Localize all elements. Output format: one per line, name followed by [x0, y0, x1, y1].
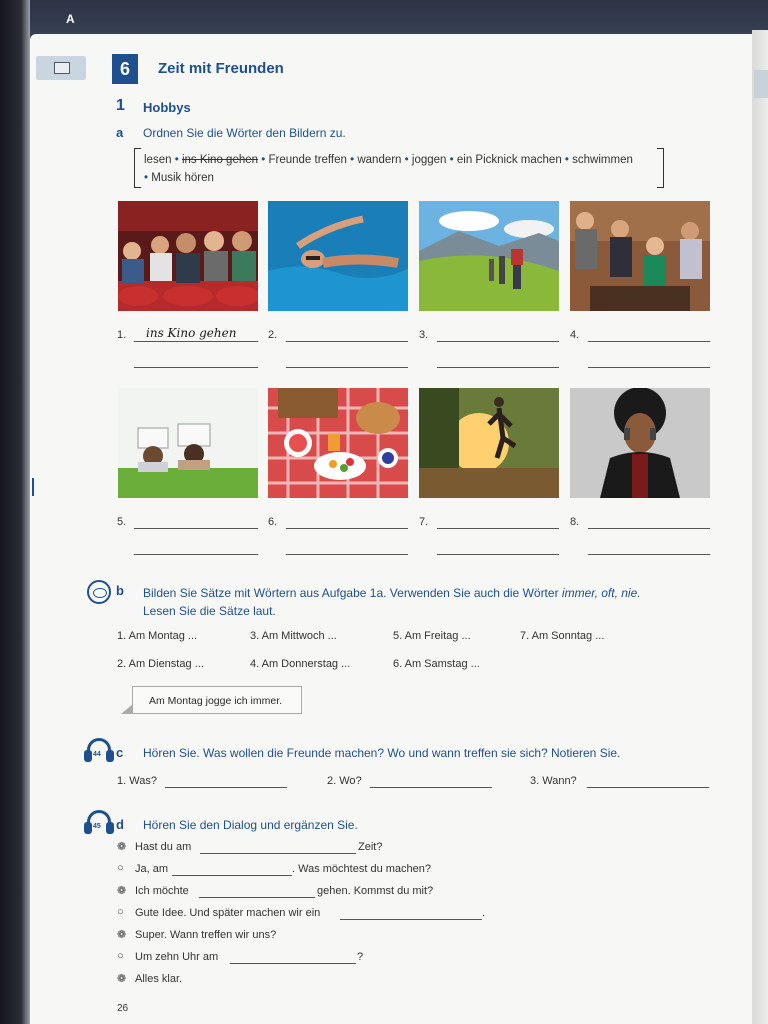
word-crossed: ins Kino gehen [181, 154, 259, 166]
answer-line[interactable] [437, 554, 559, 555]
item-number: 4. [570, 329, 580, 341]
item-number: 1. [117, 329, 127, 341]
separator-dot: • [404, 154, 409, 166]
speaker-a-icon: ❁ [117, 841, 127, 853]
exercise-d-instruction: Hören Sie den Dialog und ergänzen Sie. [143, 818, 358, 832]
corner-letter: A [66, 12, 75, 26]
word: wandern [357, 154, 402, 166]
item-number: 5. [117, 516, 127, 528]
example-speech-bubble: Am Montag jogge ich immer. [132, 686, 302, 714]
answer-line[interactable] [588, 367, 710, 368]
answer-line[interactable] [587, 787, 709, 788]
dialog-text: ? [357, 951, 364, 963]
item-number: 7. [419, 516, 429, 528]
track-number: 45 [93, 823, 101, 830]
headphones-icon [84, 810, 114, 834]
day-item: 4. Am Donnerstag ... [250, 658, 351, 670]
answer-line[interactable] [286, 554, 408, 555]
answer-line[interactable] [172, 875, 292, 876]
answer-line[interactable] [286, 528, 408, 529]
margin-mark [32, 478, 34, 496]
speaker-a-icon: ❁ [117, 929, 127, 941]
answer-line[interactable] [200, 853, 356, 854]
day-item: 6. Am Samstag ... [393, 658, 480, 670]
exercise-b-letter: b [116, 583, 124, 598]
cinema-audience-photo [118, 201, 258, 311]
dialog-text: Hast du am [135, 841, 192, 853]
question-label: 2. Wo? [327, 775, 362, 787]
answer-line[interactable] [588, 341, 710, 342]
headphones-icon [84, 738, 114, 762]
separator-dot: • [449, 154, 454, 166]
speaker-b-icon: ○ [117, 950, 124, 962]
hikers-meadow-photo [419, 201, 559, 311]
exercise-b-instruction [143, 584, 703, 620]
speaker-a-icon: ❁ [117, 973, 127, 985]
answer-line[interactable] [134, 367, 258, 368]
book-spine-edge [0, 0, 30, 1024]
answer-line[interactable] [437, 367, 559, 368]
separator-dot: • [261, 154, 266, 166]
word: Musik hören [151, 172, 214, 184]
speaker-b-icon: ○ [117, 906, 124, 918]
answer-line[interactable] [588, 554, 710, 555]
word: joggen [411, 154, 447, 166]
word: Freunde treffen [268, 154, 347, 166]
word-list [144, 151, 659, 187]
question-label: 1. Was? [117, 775, 157, 787]
edge-tab [754, 70, 768, 98]
handwritten-answer: ins Kino gehen [146, 326, 237, 340]
exercise-c-letter: c [116, 745, 124, 760]
question-label: 3. Wann? [530, 775, 577, 787]
separator-dot: • [174, 154, 179, 166]
separator-dot: • [350, 154, 355, 166]
book-icon [36, 56, 86, 80]
section-number: 1 [116, 97, 125, 114]
exercise-d-letter: d [116, 817, 124, 832]
answer-line[interactable] [199, 897, 315, 898]
answer-line[interactable] [165, 787, 287, 788]
answer-line[interactable] [286, 367, 408, 368]
day-item: 2. Am Dienstag ... [117, 658, 204, 670]
item-number: 2. [268, 329, 278, 341]
word: lesen [144, 154, 172, 166]
picnic-photo [268, 388, 408, 498]
separator-dot: • [144, 172, 149, 184]
dialog-text: Super. Wann treffen wir uns? [135, 929, 277, 941]
page-number: 26 [117, 1003, 129, 1014]
unit-number-badge: 6 [112, 54, 138, 84]
dialog-text: . Was möchtest du machen? [292, 863, 431, 875]
dialog-text: . [482, 907, 486, 919]
word: schwimmen [572, 154, 633, 166]
speaker-a-icon: ❁ [117, 885, 127, 897]
day-item: 7. Am Sonntag ... [520, 630, 605, 642]
unit-title: Zeit mit Freunden [158, 60, 284, 77]
dialog-text: Zeit? [358, 841, 383, 853]
exercise-a-letter: a [116, 125, 124, 140]
exercise-a-instruction: Ordnen Sie die Wörter den Bildern zu. [143, 126, 346, 140]
answer-line[interactable] [437, 528, 559, 529]
section-title: Hobbys [143, 100, 191, 115]
track-number: 44 [93, 751, 101, 758]
speaker-b-icon: ○ [117, 862, 124, 874]
dialog-text: Alles klar. [135, 973, 183, 985]
answer-line[interactable] [134, 341, 258, 342]
dialog-text: gehen. Kommst du mit? [317, 885, 434, 897]
word-box [134, 148, 664, 188]
day-item: 3. Am Mittwoch ... [250, 630, 337, 642]
day-item: 1. Am Montag ... [117, 630, 198, 642]
instruction-text: Bilden Sie Sätze mit Wörtern aus Aufgabe 1a. Verwenden Sie auch die Wörter [143, 586, 562, 600]
separator-dot: • [564, 154, 569, 166]
answer-line[interactable] [134, 554, 258, 555]
answer-line[interactable] [370, 787, 492, 788]
instruction-text: Lesen Sie die Sätze laut. [143, 604, 276, 618]
answer-line[interactable] [588, 528, 710, 529]
friends-cafe-photo [570, 201, 710, 311]
swimmer-photo [268, 201, 408, 311]
two-people-reading-photo [118, 388, 258, 498]
answer-line[interactable] [230, 963, 356, 964]
item-number: 8. [570, 516, 580, 528]
exercise-c-instruction: Hören Sie. Was wollen die Freunde machen? Wo und wann treffen sie sich? Notieren Sie. [143, 746, 621, 760]
dialog-text: Gute Idee. Und später machen wir ein [135, 907, 321, 919]
item-number: 3. [419, 329, 429, 341]
word: ein Picknick machen [456, 154, 562, 166]
jogger-sunset-photo [419, 388, 559, 498]
dialog-text: Ja, am [135, 863, 169, 875]
answer-line[interactable] [286, 341, 408, 342]
speaking-icon [87, 580, 111, 604]
answer-line[interactable] [134, 528, 258, 529]
answer-line[interactable] [340, 919, 482, 920]
man-headphones-photo [570, 388, 710, 498]
right-page-edge [752, 30, 768, 1024]
dialog-text: Um zehn Uhr am [135, 951, 219, 963]
day-item: 5. Am Freitag ... [393, 630, 471, 642]
answer-line[interactable] [437, 341, 559, 342]
dialog-text: Ich möchte [135, 885, 189, 897]
instruction-italic: immer, oft, nie. [561, 586, 641, 600]
item-number: 6. [268, 516, 278, 528]
